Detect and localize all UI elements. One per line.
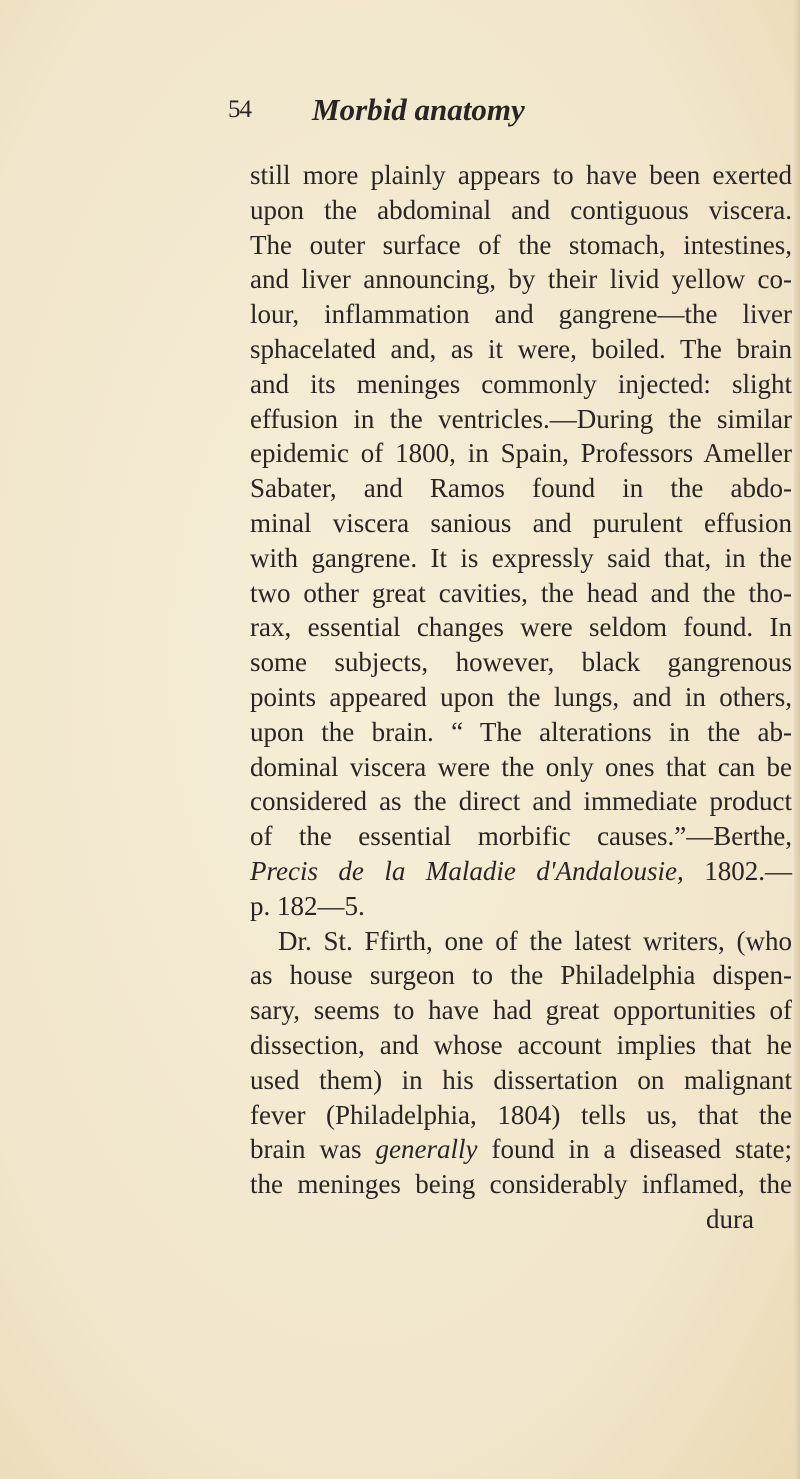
text-line: as house surgeon to the Philadelphia dispen- — [250, 960, 792, 991]
text-line: with gangrene. It is expressly said that, in the — [250, 542, 792, 573]
text-line: considered as the direct and immediate product — [250, 786, 792, 817]
text-line: Dr. St. Ffirth, one of the latest writers, (who — [278, 925, 792, 956]
text-line: dominal viscera were the only ones that can be — [250, 751, 792, 782]
text-line: epidemic of 1800, in Spain, Professors Ameller — [250, 438, 792, 469]
running-head — [0, 92, 800, 138]
citation-line — [250, 854, 792, 889]
text-line: sphacelated and, as it were, boiled. The brain — [250, 333, 792, 364]
text-fragment: brain was — [250, 1134, 362, 1165]
text-line: still more plainly appears to have been exerted — [250, 160, 792, 190]
text-fragment: found in a diseased state; — [491, 1134, 793, 1165]
page-edge — [794, 0, 800, 1479]
text-line: used them) in his dissertation on malignant — [250, 1064, 792, 1095]
page-reference: p. 182—5. — [250, 890, 365, 921]
text-line: upon the abdominal and contiguous viscera. — [250, 194, 792, 225]
text-line: lour, inflammation and gangrene—the liver — [250, 299, 792, 330]
catchword: dura — [706, 1203, 754, 1234]
text-line: of the essential morbific causes.”—Berthe, — [250, 821, 792, 852]
citation-title: Precis de la Maladie d'Andalousie, — [250, 855, 684, 886]
text-line: sary, seems to have had great opportunities of — [250, 995, 792, 1026]
text-line: Sabater, and Ramos found in the abdo- — [250, 473, 792, 504]
text-line: two other great cavities, the head and the tho- — [250, 577, 792, 608]
text-line: dissection, and whose account implies that he — [250, 1029, 792, 1060]
citation-year: 1802.— — [704, 855, 793, 886]
page-number: 54 — [228, 96, 251, 123]
text-line: points appeared upon the lungs, and in others, — [250, 681, 792, 712]
text-line: and its meninges commonly injected: slight — [250, 368, 792, 399]
text-line: The outer surface of the stomach, intestines, — [250, 229, 792, 260]
text-line: upon the brain. “ The alterations in the ab- — [250, 716, 792, 747]
body-text — [250, 158, 792, 1237]
text-line: and liver announcing, by their livid yellow co- — [250, 264, 792, 295]
text-line: minal viscera sanious and purulent effusion — [250, 507, 792, 538]
text-line: effusion in the ventricles.—During the similar — [250, 403, 792, 434]
text-line: some subjects, however, black gangrenous — [250, 647, 792, 678]
emphasis-text: generally — [375, 1134, 478, 1165]
text-line — [250, 1132, 792, 1167]
text-line: fever (Philadelphia, 1804) tells us, that the — [250, 1099, 792, 1130]
text-line: the meninges being considerably inflamed, the — [250, 1169, 792, 1200]
text-line: rax, essential changes were seldom found. In — [250, 612, 792, 643]
page-title: Morbid anatomy — [312, 92, 525, 127]
